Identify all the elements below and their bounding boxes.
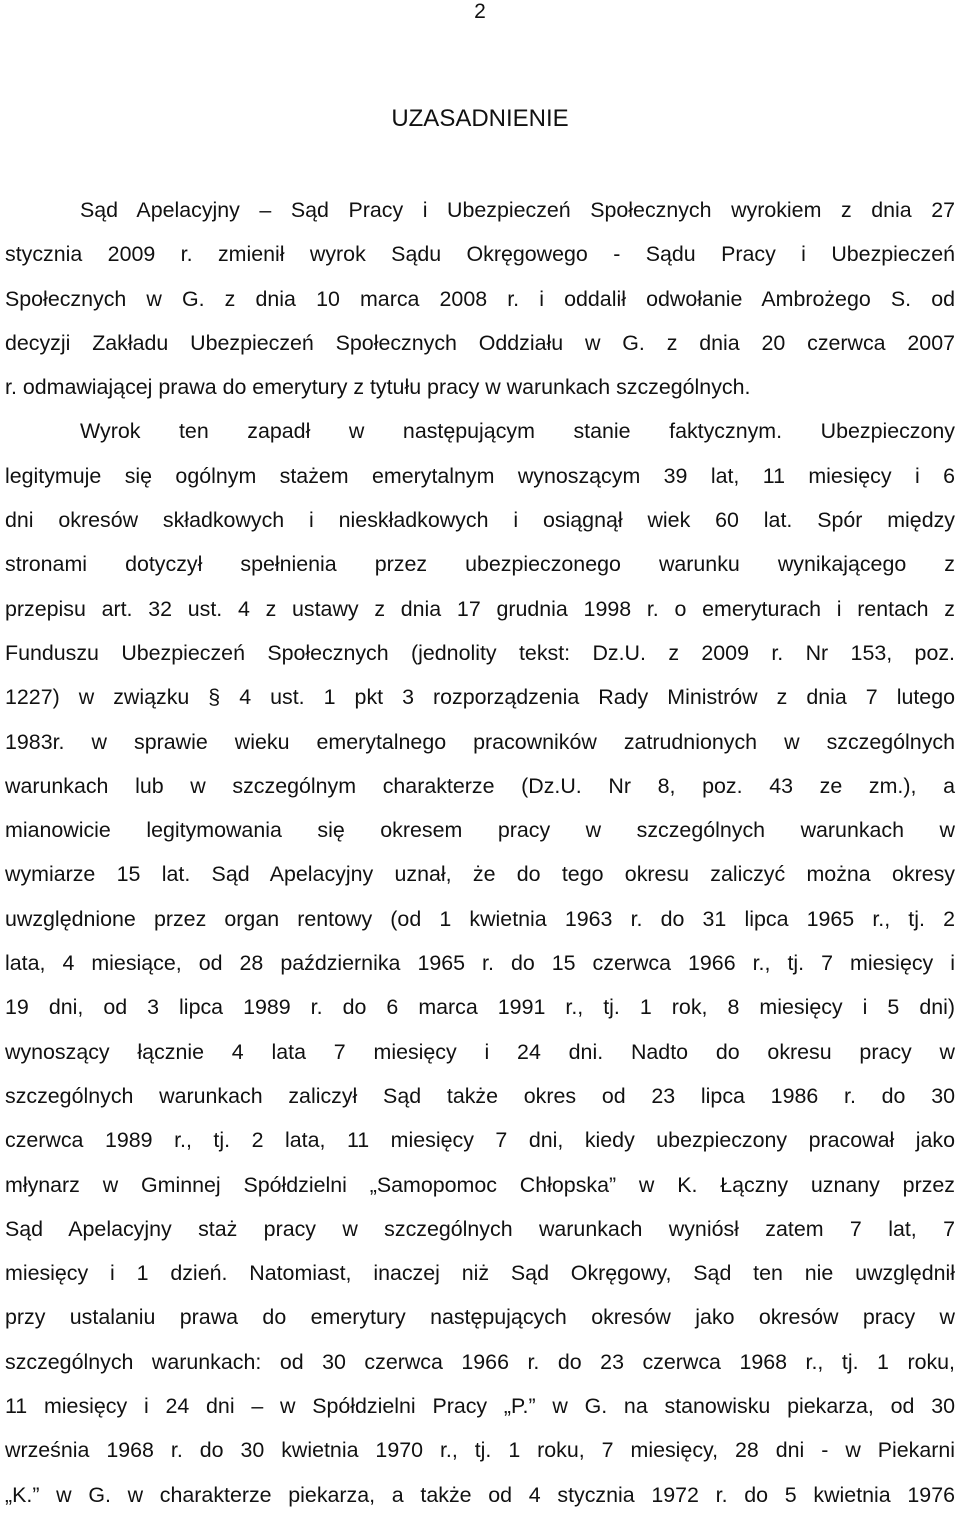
text-line: czerwca 1989 r., tj. 2 lata, 11 miesięcy 7 dni, kiedy ubezpieczony pracował jako (5, 1128, 955, 1153)
text-line: stycznia 2009 r. zmienił wyrok Sądu Okręgowego - Sądu Pracy i Ubezpieczeń (5, 242, 955, 267)
text-line: szczególnych warunkach: od 30 czerwca 1966 r. do 23 czerwca 1968 r., tj. 1 roku, (5, 1349, 955, 1374)
text-line: mianowicie legitymowania się okresem pracy w szczególnych warunkach w (5, 818, 955, 843)
body-text (5, 188, 955, 1517)
text-line: uwzględnione przez organ rentowy (od 1 kwietnia 1963 r. do 31 lipca 1965 r., tj. 2 (5, 906, 955, 931)
text-line: 11 miesięcy i 24 dni – w Spółdzielni Pracy „P.” w G. na stanowisku piekarza, od 30 (5, 1394, 955, 1419)
text-line: młynarz w Gminnej Spółdzielni „Samopomoc Chłopska” w K. Łączny uznany przez (5, 1172, 955, 1197)
text-line: wymiarze 15 lat. Sąd Apelacyjny uznał, że do tego okresu zaliczyć można okresy (5, 862, 955, 887)
text-line: Sąd Apelacyjny – Sąd Pracy i Ubezpieczeń Społecznych wyrokiem z dnia 27 (80, 198, 955, 222)
text-line: Funduszu Ubezpieczeń Społecznych (jednolity tekst: Dz.U. z 2009 r. Nr 153, poz. (5, 640, 955, 665)
text-line: 1227) w związku § 4 ust. 1 pkt 3 rozporządzenia Rady Ministrów z dnia 7 lutego (5, 685, 955, 710)
text-line: Wyrok ten zapadł w następującym stanie faktycznym. Ubezpieczony (80, 419, 955, 444)
text-line: 1983r. w sprawie wieku emerytalnego pracowników zatrudnionych w szczególnych (5, 729, 955, 754)
text-line: przy ustalaniu prawa do emerytury następujących okresów jako okresów pracy w (5, 1305, 955, 1330)
text-line: szczególnych warunkach zaliczył Sąd także okres od 23 lipca 1986 r. do 30 (5, 1083, 955, 1108)
text-line: września 1968 r. do 30 kwietnia 1970 r., tj. 1 roku, 7 miesięcy, 28 dni - w Piekarni (5, 1438, 955, 1463)
text-line: wynoszący łącznie 4 lata 7 miesięcy i 24 dni. Nadto do okresu pracy w (5, 1039, 955, 1064)
text-line: decyzji Zakładu Ubezpieczeń Społecznych Oddziału w G. z dnia 20 czerwca 2007 (5, 330, 955, 355)
text-line: miesięcy i 1 dzień. Natomiast, inaczej niż Sąd Okręgowy, Sąd ten nie uwzględnił (5, 1261, 955, 1286)
text-line: lata, 4 miesiące, od 28 października 1965 r. do 15 czerwca 1966 r., tj. 7 miesięcy i (5, 951, 955, 976)
text-line: stronami dotyczył spełnienia przez ubezpieczonego warunku wynikającego z (5, 552, 955, 577)
text-line: dni okresów składkowych i nieskładkowych i osiągnął wiek 60 lat. Spór między (5, 508, 955, 533)
text-line: Sąd Apelacyjny staż pracy w szczególnych warunkach wyniósł zatem 7 lat, 7 (5, 1216, 955, 1241)
text-line: 19 dni, od 3 lipca 1989 r. do 6 marca 1991 r., tj. 1 rok, 8 miesięcy i 5 dni) (5, 995, 955, 1020)
text-line: „K.” w G. w charakterze piekarza, a także od 4 stycznia 1972 r. do 5 kwietnia 1976 (5, 1482, 955, 1507)
page-number: 2 (474, 0, 486, 23)
document-heading: UZASADNIENIE (391, 105, 569, 132)
text-line: Społecznych w G. z dnia 10 marca 2008 r. i oddalił odwołanie Ambrożego S. od (5, 286, 955, 311)
text-line: legitymuje się ogólnym stażem emerytalnym wynoszącym 39 lat, 11 miesięcy i 6 (5, 463, 955, 488)
text-line: warunkach lub w szczególnym charakterze (Dz.U. Nr 8, poz. 43 ze zm.), a (5, 773, 955, 798)
text-line: r. odmawiającej prawa do emerytury z tytułu pracy w warunkach szczególnych. (5, 375, 751, 400)
text-line: przepisu art. 32 ust. 4 z ustawy z dnia 17 grudnia 1998 r. o emeryturach i rentach z (5, 596, 955, 621)
